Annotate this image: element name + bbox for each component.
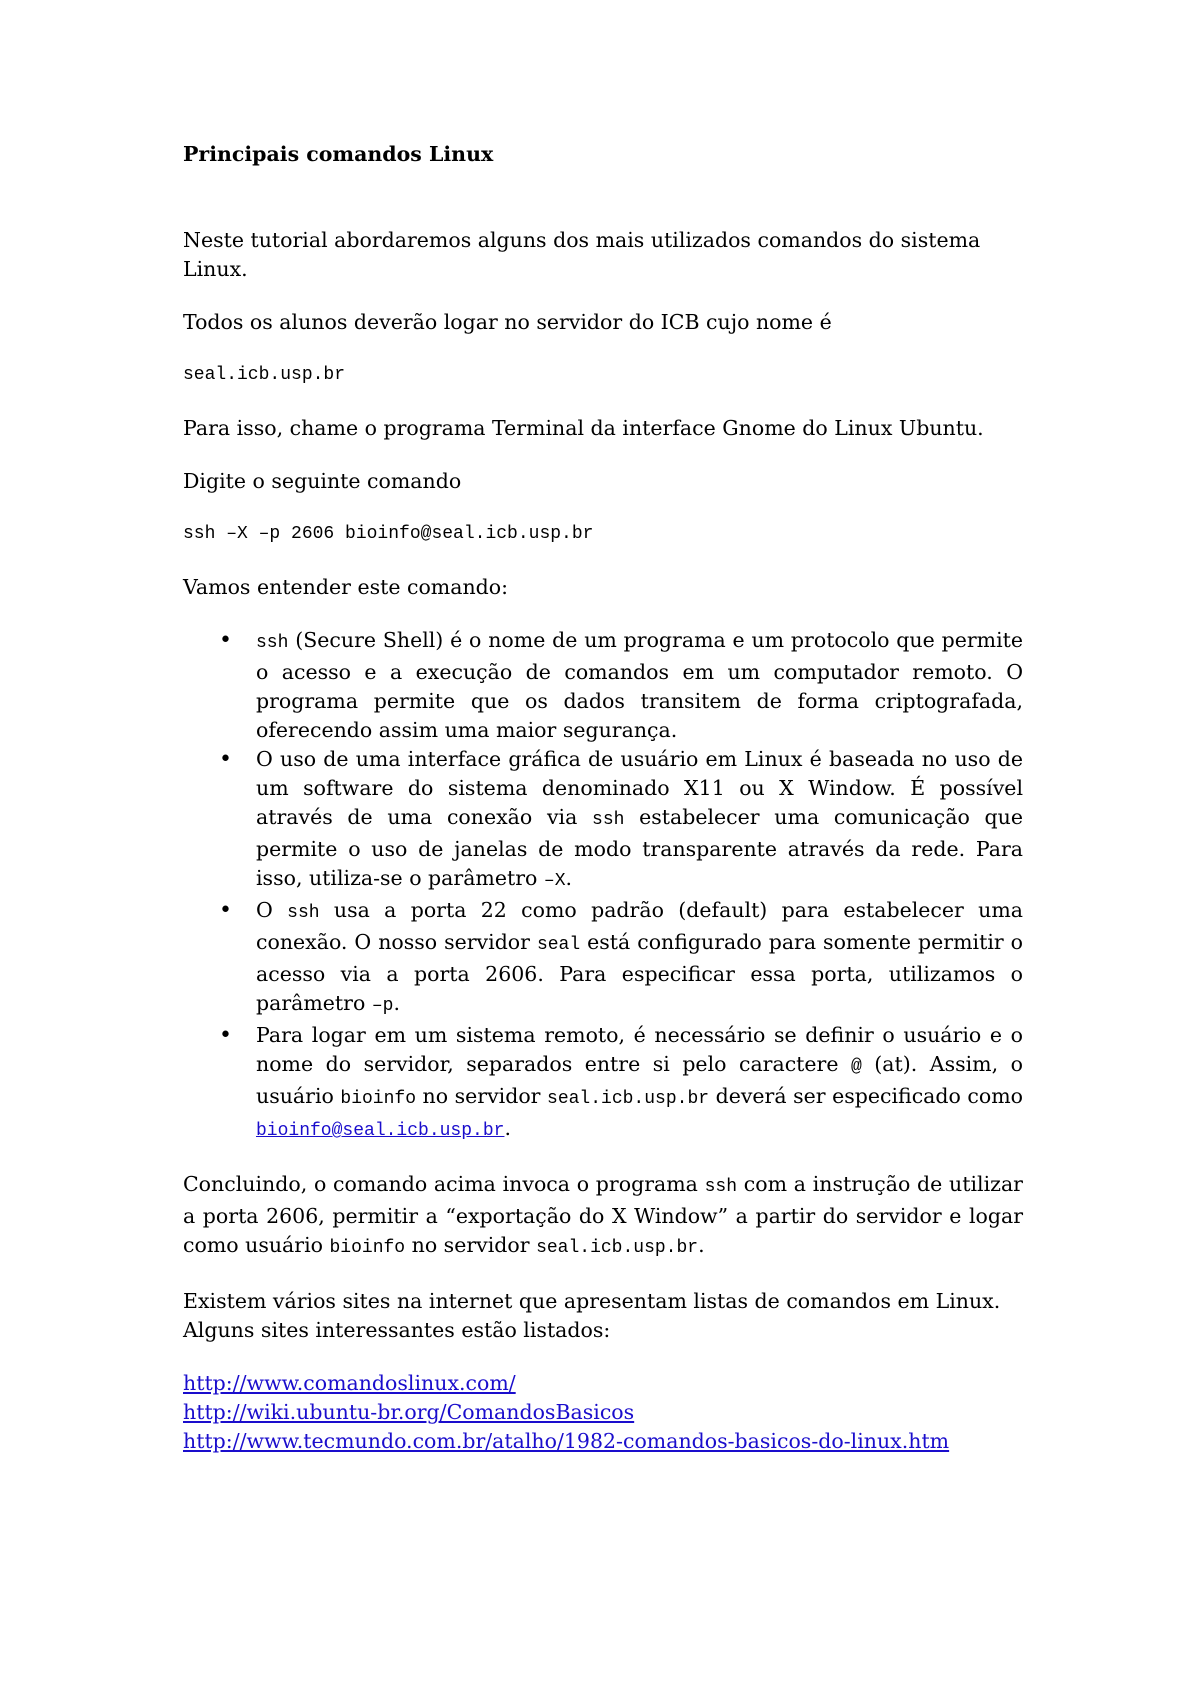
bullet-icon: • bbox=[219, 628, 232, 653]
conclusion-text: Concluindo, o comando acima invoca o programa bbox=[183, 1172, 705, 1196]
links-list bbox=[183, 1369, 1023, 1456]
inline-code: ssh bbox=[704, 1177, 738, 1197]
list-item-text: no servidor bbox=[416, 1084, 548, 1108]
bullet-icon: • bbox=[219, 1023, 232, 1048]
list-item-text: Para logar em um sistema remoto, é necessário se definir o usuário e o nome do servidor, separados entre si pelo caractere bbox=[256, 1023, 1023, 1076]
list-item-text: . bbox=[565, 866, 573, 890]
list-item-text: deverá ser especificado como bbox=[709, 1084, 1023, 1108]
inline-code: –p bbox=[371, 996, 394, 1016]
explanation-list bbox=[183, 626, 1023, 1146]
server-name: seal.icb.usp.br bbox=[183, 365, 346, 385]
inline-code: @ bbox=[850, 1057, 862, 1077]
bullet-icon: • bbox=[219, 747, 232, 772]
email-link[interactable]: bioinfo@seal.icb.usp.br bbox=[256, 1121, 505, 1141]
list-item-text: estabelecer uma comunicação que permite o uso de janelas de modo transparente através da rede. Para isso, utiliza-se o parâmetro bbox=[256, 805, 1024, 890]
list-item-text: está configurado para somente permitir o acesso via a porta 2606. Para especificar essa porta, utilizamos o parâmetro bbox=[256, 930, 1023, 1015]
login-paragraph: Todos os alunos deverão logar no servidor do ICB cujo nome é bbox=[183, 310, 832, 334]
list-item-text: . bbox=[393, 991, 400, 1015]
conclusion-paragraph bbox=[183, 1170, 1023, 1263]
inline-code: ssh bbox=[256, 633, 289, 653]
inline-code: seal bbox=[536, 935, 581, 955]
inline-code: seal.icb.usp.br bbox=[547, 1089, 710, 1109]
list-item-text: (at). Assim, o usuário bbox=[256, 1052, 1023, 1108]
list-item-text: usa a porta 22 como padrão (default) para estabelecer uma conexão. O nosso servidor bbox=[256, 898, 1023, 954]
inline-code: bioinfo bbox=[340, 1089, 417, 1109]
document-body bbox=[183, 140, 1023, 1456]
terminal-paragraph: Para isso, chame o programa Terminal da interface Gnome do Linux Ubuntu. bbox=[183, 416, 984, 440]
conclusion-text: no servidor bbox=[405, 1233, 537, 1257]
list-item bbox=[183, 745, 1023, 896]
bullet-icon: • bbox=[219, 898, 232, 923]
inline-code: bioinfo bbox=[329, 1238, 406, 1258]
list-item-text: . bbox=[504, 1116, 511, 1140]
link-ubuntu-br[interactable]: http://wiki.ubuntu-br.org/ComandosBasicos bbox=[183, 1400, 635, 1424]
list-item bbox=[183, 626, 1023, 745]
list-item bbox=[183, 896, 1023, 1021]
intro-paragraph: Neste tutorial abordaremos alguns dos mais utilizados comandos do sistema Linux. bbox=[183, 228, 981, 281]
page-title: Principais comandos Linux bbox=[183, 142, 494, 166]
inline-code: ssh bbox=[592, 810, 625, 830]
link-comandoslinux[interactable]: http://www.comandoslinux.com/ bbox=[183, 1371, 516, 1395]
list-item-text: (Secure Shell) é o nome de um programa e um protocolo que permite o acesso e a execução de comandos em um computador remoto. O programa permite que os dados transitem de forma criptografada, oferecendo assim uma maior segurança. bbox=[256, 628, 1023, 742]
vamos-paragraph: Vamos entender este comando: bbox=[183, 575, 509, 599]
conclusion-text: com a instrução de utilizar a porta 2606, permitir a “exportação do X Window” a partir do servidor e logar como usuário bbox=[183, 1172, 1023, 1257]
list-item-text: O uso de uma interface gráfica de usuário em Linux é baseada no uso de um software do sistema denominado X11 ou X Window. É possível através de uma conexão via bbox=[256, 747, 1023, 829]
list-item-text: O bbox=[256, 898, 288, 922]
digite-paragraph: Digite o seguinte comando bbox=[183, 469, 462, 493]
inline-code: seal.icb.usp.br bbox=[536, 1238, 699, 1258]
conclusion-text: . bbox=[698, 1233, 705, 1257]
list-item bbox=[183, 1021, 1023, 1146]
inline-code: –X bbox=[543, 871, 566, 891]
link-tecmundo[interactable]: http://www.tecmundo.com.br/atalho/1982-comandos-basicos-do-linux.htm bbox=[183, 1429, 950, 1453]
sites-intro-paragraph: Existem vários sites na internet que apresentam listas de comandos em Linux. Alguns sites interessantes estão listados: bbox=[183, 1289, 1001, 1342]
inline-code: ssh bbox=[287, 903, 320, 923]
ssh-command: ssh –X –p 2606 bioinfo@seal.icb.usp.br bbox=[183, 524, 594, 544]
